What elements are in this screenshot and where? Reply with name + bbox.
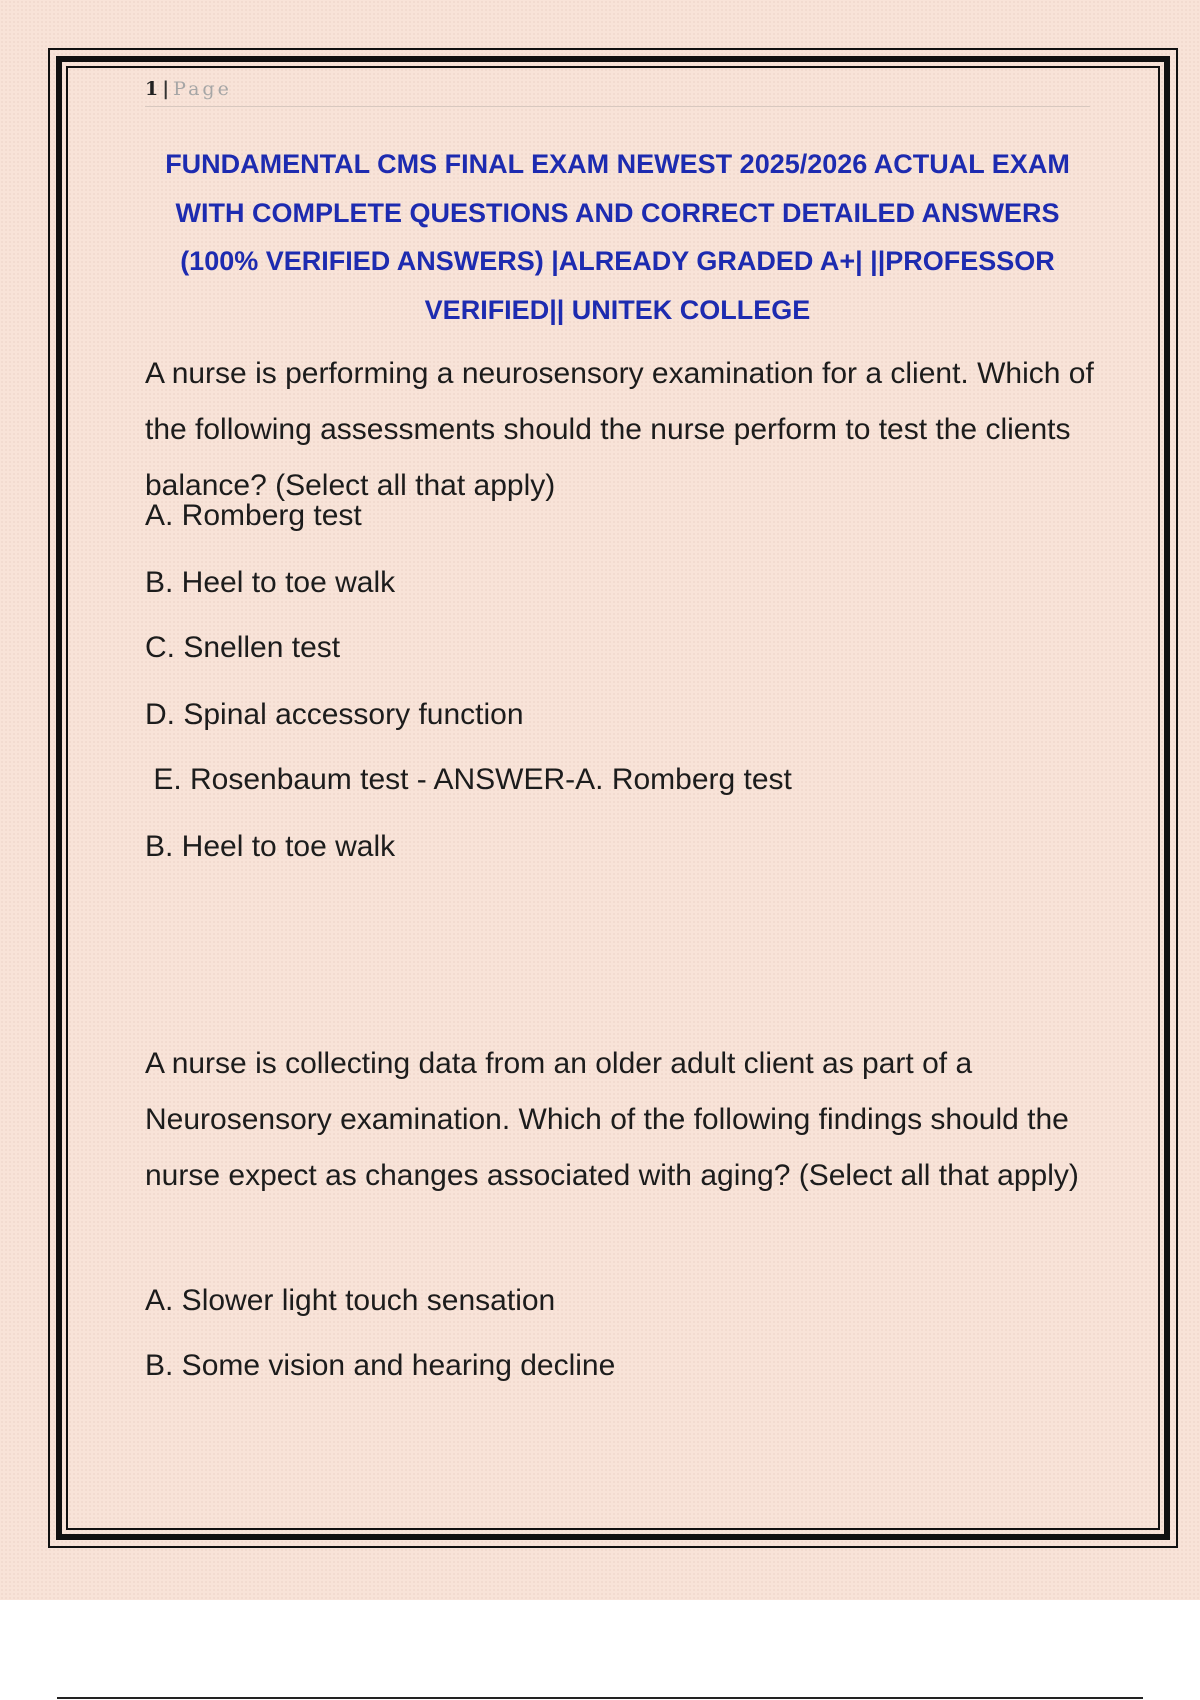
page-header <box>145 74 1090 107</box>
footer-divider <box>57 1697 1143 1699</box>
question-2-text: A nurse is collecting data from an older adult client as part of a Neurosensory examination. Which of the following findings should the nurse expect as changes associated with aging? (Select all that apply) <box>145 1047 1079 1192</box>
question-1-option-a: A. Romberg test <box>145 499 362 532</box>
question-2-option-b: B. Some vision and hearing decline <box>145 1349 616 1382</box>
question-1-answer-b: B. Heel to toe walk <box>145 830 396 863</box>
page-label: Page <box>173 78 232 100</box>
question-1-option-d: D. Spinal accessory function <box>145 698 524 731</box>
page-separator: | <box>162 78 170 100</box>
page-number: 1 <box>145 78 159 100</box>
question-1-option-e-answer: E. Rosenbaum test - ANSWER-A. Romberg test <box>145 763 792 796</box>
question-1-text: A nurse is performing a neurosensory examination for a client. Which of the following assessments should the nurse perform to test the clients balance? (Select all that apply) <box>145 357 1094 502</box>
question-2-option-a: A. Slower light touch sensation <box>145 1284 556 1317</box>
document-title: FUNDAMENTAL CMS FINAL EXAM NEWEST 2025/2026 ACTUAL EXAM WITH COMPLETE QUESTIONS AND CORRECT DETAILED ANSWERS (100% VERIFIED ANSWERS) |ALREADY GRADED A+| ||PROFESSOR VERIFIED|| UNITEK COLLEGE <box>165 149 1070 325</box>
question-1-option-b: B. Heel to toe walk <box>145 566 396 599</box>
question-1-option-c: C. Snellen test <box>145 631 341 664</box>
